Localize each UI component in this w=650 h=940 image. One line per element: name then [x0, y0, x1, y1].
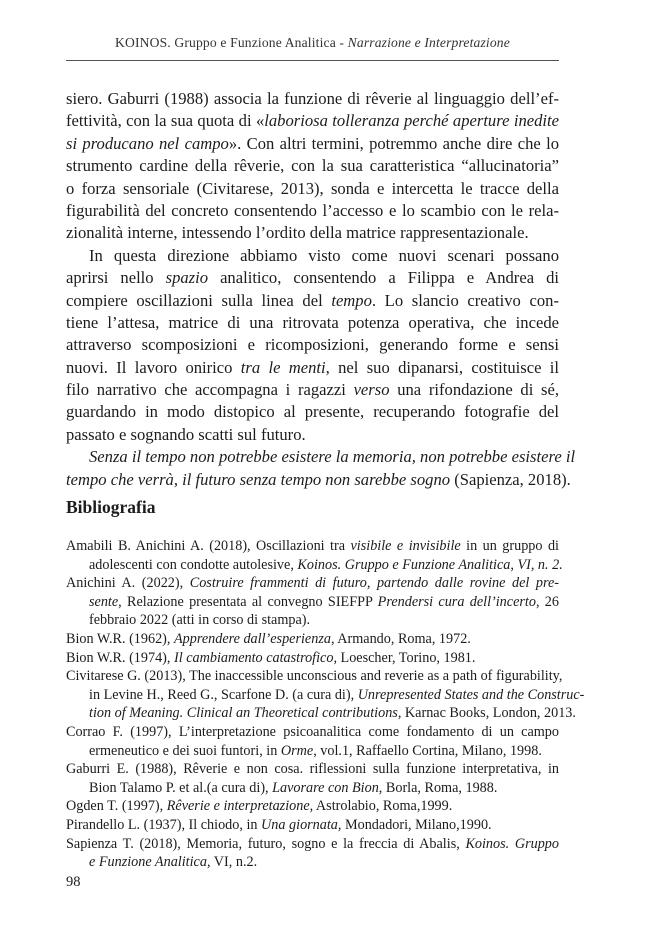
text-run: una rifondazione di sé, [389, 380, 559, 400]
text-run: Corrao F. (1997), L’interpretazione psicoanalitica come fondamento di un campo [66, 723, 559, 740]
text-run: ». Con altri termini, potremmo anche dire che lo [228, 133, 560, 153]
text-run: nuovi. Il lavoro onirico [66, 357, 241, 377]
text-run: Pirandello L. (1937), Il chiodo, in [66, 816, 262, 833]
italic-text: spazio [165, 268, 209, 288]
italic-text: Il cambiamento catastrofico [174, 649, 334, 666]
text-run: , 26 [535, 593, 559, 610]
body-line [66, 178, 559, 200]
italic-text: Apprendere dall’esperienza [174, 630, 331, 647]
text-run: o forza sensoriale (Civitarese, 2013), sonda e intercetta le tracce della [66, 178, 559, 198]
italic-text: tion of Meaning. Clinical an Theoretical contributions [89, 705, 398, 722]
bibliography-line [66, 704, 576, 723]
text-run: tiene l’attesa, matrice di una ritrovata potenza operativa, che incede [66, 312, 559, 332]
text-run: , Relazione presentata al convegno SIEFPP [118, 593, 378, 610]
text-run: Borla, Roma, 1988. [382, 779, 498, 796]
bibliography-entry [66, 574, 559, 630]
body-line [66, 401, 559, 423]
italic-text: Rêverie e interpretazione, [166, 798, 314, 815]
bibliography-line [66, 630, 559, 649]
body-line [66, 469, 571, 491]
text-run: , Armando, Roma, 1972. [330, 630, 471, 647]
italic-text: sente [89, 593, 119, 610]
text-run: Bion W.R. (1974), [66, 649, 174, 666]
body-line [66, 334, 559, 356]
text-run: in un gruppo di [460, 538, 559, 554]
bibliography-line [66, 853, 559, 872]
bibliography-line [66, 667, 563, 686]
bibliography-line [66, 797, 559, 816]
text-run: attraverso scomposizioni e ricomposizioni, generando forme e sensi [66, 335, 559, 355]
text-run: siero. Gaburri (1988) associa la funzione di rêverie al linguaggio dell’ef- [66, 89, 559, 108]
text-run: , Karnac Books, London, 2013. [397, 705, 576, 722]
text-run: . Lo slancio creativo con- [371, 290, 559, 310]
body-line [66, 424, 559, 446]
text-run: Astrolabio, Roma,1999. [313, 798, 453, 815]
body-line [66, 267, 559, 289]
text-run: Sapienza T. (2018), Memoria, futuro, sogno e la freccia di Abalis, [66, 835, 466, 852]
text-run: aprirsi nello [66, 268, 166, 288]
bibliography-line [66, 593, 559, 612]
body-line [66, 446, 576, 468]
italic-text: e Funzione Analitica, [89, 854, 211, 871]
text-run: Amabili B. Anichini A. (2018), Oscillazioni tra [66, 538, 351, 554]
body-line [66, 222, 559, 244]
bibliography-line [66, 556, 563, 575]
text-run: strumento cardine della rêverie, con la sua caratteristica “allucinatoria” [66, 156, 559, 176]
bibliography-list [66, 537, 585, 872]
text-run: Bion W.R. (1962), [66, 630, 174, 647]
body-line [66, 245, 559, 267]
text-run: Ogden T. (1997), [66, 798, 167, 815]
italic-text: visibile e invisibile [350, 538, 461, 554]
text-run: (Sapienza, 2018). [450, 469, 571, 489]
text-run: Bion Talamo P. et al.(a cura di), [89, 779, 273, 796]
running-head [66, 35, 559, 51]
bibliography-line [66, 779, 559, 798]
bibliography-line [66, 760, 559, 779]
body-line [66, 133, 559, 155]
italic-text: tempo che verrà, il futuro senza tempo non sarebbe sogno [66, 469, 451, 489]
italic-text: tra le menti [240, 357, 326, 377]
bibliography-line [66, 723, 559, 742]
bibliography-line [66, 649, 559, 668]
body-line [66, 312, 559, 334]
text-run: Mondadori, Milano,1990. [341, 816, 492, 833]
bibliography-entry [66, 816, 559, 835]
italic-text: Koinos. Gruppo [465, 835, 559, 852]
italic-text: tempo [331, 290, 372, 310]
italic-text: si producano nel campo [66, 133, 229, 153]
italic-text: Lavorare con Bion, [272, 779, 383, 796]
text-run: fettività, con la sua quota di « [66, 111, 265, 131]
italic-text: Koinos. Gruppo e Funzione Analitica, VI, n. 2. [297, 556, 563, 573]
text-run: ermeneutico e dei suoi funtori, in [89, 742, 281, 759]
italic-text: verso [353, 380, 390, 400]
running-head-journal: KOINOS. Gruppo e Funzione Analitica - [115, 35, 348, 50]
text-run: passato e sognando scatti sul futuro. [66, 424, 306, 444]
text-run: , nel suo dipanarsi, costituisce il [325, 357, 559, 377]
body-line [66, 155, 559, 177]
body-line [66, 357, 559, 379]
italic-text: Senza il tempo non potrebbe esistere la memoria, non potrebbe esistere il [89, 447, 576, 467]
text-run: VI, n.2. [210, 854, 258, 871]
text-run: filo narrativo che accompagna i ragazzi [66, 380, 354, 400]
text-run: in Levine H., Reed G., Scarfone D. (a cura di), [89, 686, 358, 703]
bibliography-entry [66, 723, 559, 760]
text-run: zionalità interne, intessendo l’ordito della matrice rappresentazionale. [66, 223, 529, 243]
bibliography-line [66, 835, 559, 854]
italic-text: Costruire frammenti di futuro, partendo dalle rovine del pre- [189, 575, 559, 592]
bibliography-entry [66, 797, 559, 816]
italic-text: laboriosa tolleranza perché aperture inedite [264, 111, 559, 131]
text-run: Gaburri E. (1988), Rêverie e non cosa. riflessioni sulla funzione interpretativa, in [66, 761, 559, 778]
text-run: compiere oscillazioni sulla linea del [66, 290, 332, 310]
section-heading: Bibliografia [66, 497, 156, 517]
bibliography-entry [66, 630, 559, 649]
bibliography-entry [66, 760, 559, 797]
body-line [66, 379, 559, 401]
bibliography-entry [66, 537, 563, 574]
bibliography-line [66, 537, 559, 556]
bibliography-line [66, 611, 559, 630]
text-run: adolescenti con condotte autolesive, [89, 556, 298, 573]
page-number: 98 [66, 874, 81, 890]
text-run: figurabilità del concreto consentendo l’accesso e lo scambio con le rela- [66, 200, 559, 220]
running-head-section: Narrazione e Interpretazione [347, 35, 510, 50]
bibliography-entry [66, 667, 585, 723]
text-run: febbraio 2022 (atti in corso di stampa). [89, 612, 311, 629]
body-line [66, 200, 559, 222]
body-line [66, 110, 559, 132]
bibliography-line [66, 686, 585, 705]
body-line [66, 290, 559, 312]
body-line [66, 88, 559, 110]
bibliography-line [66, 742, 559, 761]
bibliography-entry [66, 649, 559, 668]
text-run: analitico, consentendo a Filippa e Andrea di [208, 268, 559, 288]
bibliography-line [66, 574, 559, 593]
text-run: , Loescher, Torino, 1981. [333, 649, 476, 666]
header-rule [66, 60, 559, 61]
italic-text: Unrepresented States and the Construc- [357, 686, 585, 703]
body-text [66, 88, 576, 491]
text-run: Anichini A. (2022), [66, 575, 190, 592]
text-run: Civitarese G. (2013), The inaccessible unconscious and reverie as a path of figurability, [66, 668, 563, 685]
bibliography-line [66, 816, 559, 835]
text-run: , vol.1, Raffaello Cortina, Milano, 1998. [313, 742, 542, 759]
italic-text: Prendersi cura dell’incerto [377, 593, 536, 610]
italic-text: Una giornata, [261, 816, 342, 833]
bibliography-entry [66, 835, 559, 872]
italic-text: Orme [280, 742, 314, 759]
text-run: guardando in modo distopico al presente, recuperando fotografie del [66, 402, 559, 422]
text-run: In questa direzione abbiamo visto come nuovi scenari possano [89, 245, 559, 265]
